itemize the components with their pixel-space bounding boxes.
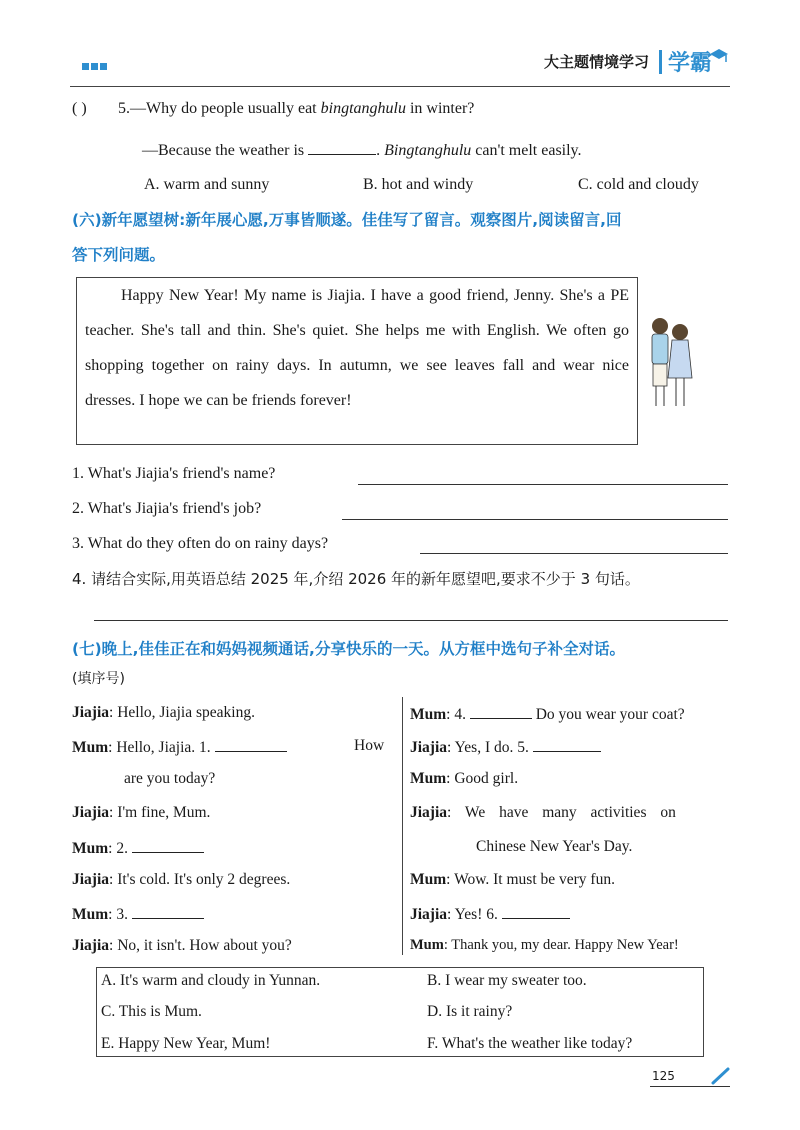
question-3 <box>72 535 328 553</box>
section-6-title: (六)新年愿望树:新年展心愿,万事皆顺遂。佳佳写了留言。观察图片,阅读留言,回 <box>72 211 622 229</box>
question-2 <box>72 500 261 518</box>
line-text: : Hello, Jiajia speaking. <box>109 704 255 721</box>
dialogue-line <box>410 871 615 889</box>
dialogue-line <box>72 704 255 722</box>
line-text: : Good girl. <box>446 770 519 787</box>
option-f[interactable]: F. What's the weather like today? <box>427 1035 633 1052</box>
option-c[interactable]: C. This is Mum. <box>101 1003 202 1020</box>
line-text: : I'm fine, Mum. <box>109 804 211 821</box>
dialogue-blank-2[interactable] <box>132 838 204 853</box>
dialogue-blank-4[interactable] <box>470 704 532 719</box>
speaker: Jiajia <box>72 871 110 888</box>
speaker: Mum <box>410 937 444 953</box>
line-text: : Thank you, my dear. Happy New Year! <box>443 937 679 953</box>
answer-text: —Because the weather is <box>142 142 309 159</box>
speaker: Jiajia <box>410 739 448 756</box>
answer-line-4[interactable] <box>94 620 728 621</box>
line-text: : Wow. It must be very fun. <box>446 871 615 888</box>
header-marker <box>82 63 107 70</box>
answer-line-2[interactable] <box>342 519 728 520</box>
dialogue-line <box>410 704 685 724</box>
question-1-text: 1. What's Jiajia's friend's name? <box>72 465 276 482</box>
option-b[interactable]: B. I wear my sweater too. <box>427 972 587 989</box>
speaker: Mum <box>410 770 447 787</box>
dialogue-line <box>72 804 210 822</box>
speaker: Mum <box>72 906 109 923</box>
speaker: Jiajia <box>72 937 110 954</box>
question-4 <box>72 568 640 589</box>
dialogue-line <box>410 904 570 924</box>
q5-option-b[interactable]: B. hot and windy <box>363 176 474 193</box>
option-e[interactable]: E. Happy New Year, Mum! <box>101 1035 271 1052</box>
line-text: : 4. <box>446 706 466 723</box>
speaker: Mum <box>72 840 109 857</box>
dialogue-line <box>72 838 204 858</box>
dialogue-divider <box>402 697 403 955</box>
dialogue-blank-5[interactable] <box>533 737 601 752</box>
dialogue-line <box>410 737 601 757</box>
line-text: : We have many activities on <box>447 804 676 821</box>
question-italic: bingtanghulu <box>320 100 406 117</box>
answer-text-end: can't melt easily. <box>471 142 582 159</box>
dialogue-line: are you today? <box>124 770 216 787</box>
dialogue-line <box>72 937 292 955</box>
line-text: : 2. <box>108 840 128 857</box>
option-a[interactable]: A. It's warm and cloudy in Yunnan. <box>101 972 321 989</box>
dialogue-line <box>410 937 679 954</box>
speaker: Jiajia <box>72 804 110 821</box>
answer-line-1[interactable] <box>358 484 728 485</box>
header-title: 大主题情境学习 <box>543 53 649 71</box>
question-2-text: 2. What's Jiajia's friend's job? <box>72 500 262 517</box>
dialogue-line: Chinese New Year's Day. <box>476 838 633 855</box>
answer-paren[interactable]: ( ) <box>72 100 87 117</box>
speaker: Jiajia <box>410 906 448 923</box>
speaker: Mum <box>410 706 447 723</box>
question-number: 5. <box>118 100 130 117</box>
speaker: Mum <box>72 739 109 756</box>
line-text: : Hello, Jiajia. 1. <box>108 739 211 756</box>
dialogue-line <box>72 871 290 889</box>
header-rule <box>70 86 730 87</box>
line-text: : It's cold. It's only 2 degrees. <box>109 871 291 888</box>
option-d[interactable]: D. Is it rainy? <box>427 1003 513 1020</box>
speaker: Jiajia <box>410 804 448 821</box>
question-5 <box>72 100 474 118</box>
page-number: 125 <box>652 1069 675 1083</box>
q5-option-c[interactable]: C. cold and cloudy <box>578 176 699 193</box>
q5-option-a[interactable]: A. warm and sunny <box>144 176 270 193</box>
speaker: Mum <box>410 871 447 888</box>
page-number-rule <box>650 1086 730 1087</box>
pencil-icon <box>710 1066 732 1086</box>
dialogue-line <box>410 804 676 822</box>
answer-blank[interactable] <box>308 140 376 155</box>
line-text: : No, it isn't. How about you? <box>109 937 292 954</box>
line-text: : Yes! 6. <box>447 906 498 923</box>
question-text-end: in winter? <box>405 100 475 117</box>
line-text-end: Do you wear your coat? <box>535 706 685 723</box>
answer-italic: Bingtanghulu <box>384 142 472 159</box>
dialogue-line-end: How <box>354 737 385 754</box>
dialogue-blank-6[interactable] <box>502 904 570 919</box>
graduation-cap-icon <box>708 46 730 64</box>
question-5-answer: —Because the weather is . Bingtanghulu can't melt easily. <box>142 142 582 159</box>
passage-box <box>76 277 638 445</box>
question-3-text: 3. What do they often do on rainy days? <box>72 535 329 552</box>
question-1 <box>72 465 275 483</box>
section-6-title-cont: 答下列问题。 <box>72 246 166 264</box>
question-4-text: 4. 请结合实际,用英语总结 2025 年,介绍 2026 年的新年愿望吧,要求不少于 3 句话。 <box>72 570 640 588</box>
section-7-title: (七)晚上,佳佳正在和妈妈视频通话,分享快乐的一天。从方框中选句子补全对话。 <box>72 640 625 658</box>
header-divider <box>659 50 662 74</box>
page-header <box>544 46 730 77</box>
two-girls-illustration <box>640 312 700 412</box>
dialogue-line <box>72 737 287 757</box>
line-text: : 3. <box>108 906 128 923</box>
section-7-subtitle: (填序号) <box>72 671 125 687</box>
brand-logo: 学霸 <box>667 51 712 76</box>
options-box <box>96 967 704 1057</box>
line-text: : Yes, I do. 5. <box>447 739 529 756</box>
speaker: Jiajia <box>72 704 110 721</box>
passage-text: Happy New Year! My name is Jiajia. I have a good friend, Jenny. She's a PE teacher. She's tall and thin. She's quiet. She helps me with English. We often go shopping together on rainy days. In autumn, we see leaves fall and wear nice dresses. I hope we can be friends forever! <box>85 287 629 409</box>
question-text: —Why do people usually eat <box>130 100 321 117</box>
dialogue-blank-3[interactable] <box>132 904 204 919</box>
dialogue-line <box>72 904 204 924</box>
answer-line-3[interactable] <box>420 553 728 554</box>
dialogue-line <box>410 770 518 788</box>
dialogue-blank-1[interactable] <box>215 737 287 752</box>
